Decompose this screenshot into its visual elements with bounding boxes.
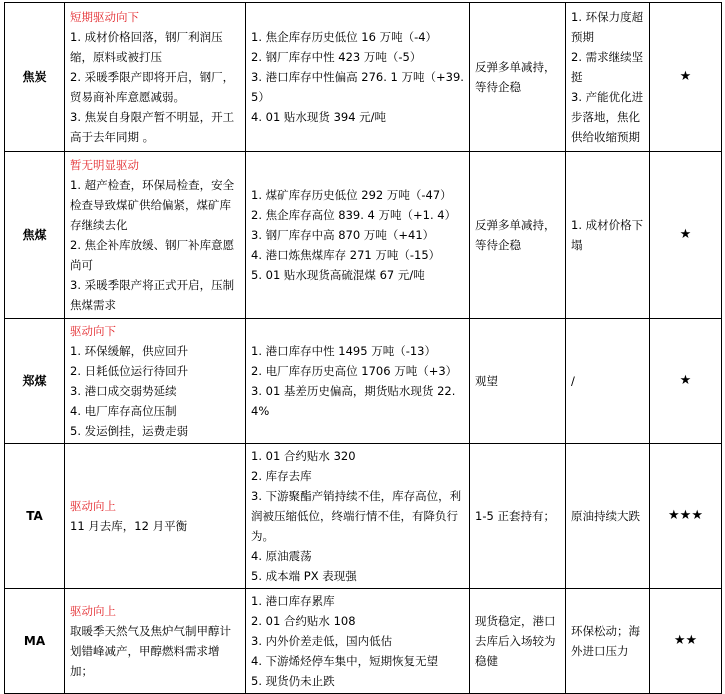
commodity-table (4, 2, 722, 694)
data-cell (246, 444, 470, 589)
driver-cell (65, 444, 246, 589)
data-item: 3. 内外价差走低，国内低估 (251, 634, 393, 648)
driver-item: 2. 日耗低位运行待回升 (70, 364, 189, 378)
risk-item: 环保松动；海外进口压力 (571, 624, 640, 658)
data-cell (246, 152, 470, 319)
strategy-cell: 现货稳定，港口去库后入场较为稳健 (470, 589, 566, 694)
driver-direction: 短期驱动向下 (70, 10, 139, 24)
rating-stars: ★★★ (650, 444, 722, 589)
driver-cell (65, 3, 246, 152)
data-item: 1. 煤矿库存历史低位 292 万吨（-47） (251, 188, 452, 202)
driver-cell (65, 319, 246, 444)
commodity-name: TA (5, 444, 65, 589)
driver-item: 1. 超产检查，环保局检查，安全检查导致煤矿供给偏紧，煤矿库存继续去化 (70, 178, 235, 232)
data-item: 3. 01 基差历史偏高，期货贴水现货 22. 4% (251, 384, 456, 418)
driver-item: 3. 港口成交弱势延续 (70, 384, 177, 398)
data-item: 4. 01 贴水现货 394 元/吨 (251, 110, 387, 124)
table-row (5, 3, 722, 152)
risk-cell (566, 152, 650, 319)
data-item: 4. 下游烯烃停车集中，短期恢复无望 (251, 654, 439, 668)
data-item: 2. 电厂库存历史高位 1706 万吨（+3） (251, 364, 458, 378)
commodity-name: 郑煤 (5, 319, 65, 444)
driver-item: 1. 成材价格回落，钢厂利润压缩，原料或被打压 (70, 30, 223, 64)
data-item: 3. 港口库存中性偏高 276. 1 万吨（+39. 5） (251, 70, 464, 104)
risk-cell (566, 444, 650, 589)
rating-stars: ★ (650, 3, 722, 152)
strategy-cell: 1-5 正套持有； (470, 444, 566, 589)
driver-direction: 暂无明显驱动 (70, 158, 139, 172)
driver-item: 取暖季天然气及焦炉气制甲醇计划错峰减产，甲醇燃料需求增加； (70, 624, 231, 678)
strategy-cell: 反弹多单减持，等待企稳 (470, 152, 566, 319)
driver-item: 2. 采暖季限产即将开启，钢厂，贸易商补库意愿减弱。 (70, 70, 235, 104)
driver-direction: 驱动向上 (70, 604, 116, 618)
data-item: 5. 现货仍未止跌 (251, 674, 335, 688)
risk-item: 1. 成材价格下塌 (571, 218, 644, 252)
data-item: 2. 01 合约贴水 108 (251, 614, 356, 628)
risk-cell (566, 589, 650, 694)
data-item: 2. 钢厂库存中性 423 万吨（-5） (251, 50, 422, 64)
rating-stars: ★ (650, 152, 722, 319)
table-row (5, 152, 722, 319)
commodity-name: 焦炭 (5, 3, 65, 152)
driver-item: 2. 焦企补库放缓、钢厂补库意愿尚可 (70, 238, 235, 272)
strategy-cell: 反弹多单减持，等待企稳 (470, 3, 566, 152)
data-item: 1. 01 合约贴水 320 (251, 449, 356, 463)
data-item: 3. 钢厂库存中高 870 万吨（+41） (251, 228, 435, 242)
driver-item: 1. 环保缓解，供应回升 (70, 344, 189, 358)
data-item: 3. 下游聚酯产销持续不佳，库存高位，利润被压缩低位，终端行情不佳，有降负行为。 (251, 489, 462, 543)
data-cell (246, 319, 470, 444)
commodity-name: 焦煤 (5, 152, 65, 319)
driver-direction: 驱动向下 (70, 324, 116, 338)
risk-item: / (571, 374, 575, 388)
table-row (5, 444, 722, 589)
commodity-name: MA (5, 589, 65, 694)
data-cell (246, 3, 470, 152)
risk-cell (566, 3, 650, 152)
data-cell (246, 589, 470, 694)
risk-item: 2. 需求继续坚挺 (571, 50, 644, 84)
data-item: 5. 01 贴水现货高硫混煤 67 元/吨 (251, 268, 425, 282)
driver-item: 11 月去库，12 月平衡 (70, 519, 188, 533)
driver-direction: 驱动向上 (70, 499, 116, 513)
driver-item: 3. 采暖季限产将正式开启，压制焦煤需求 (70, 278, 235, 312)
data-item: 5. 成本端 PX 表现强 (251, 569, 357, 583)
risk-cell (566, 319, 650, 444)
data-item: 2. 焦企库存高位 839. 4 万吨（+1. 4） (251, 208, 457, 222)
risk-item: 3. 产能优化进步落地，焦化供给收缩预期 (571, 90, 644, 144)
data-item: 4. 港口炼焦煤库存 271 万吨（-15） (251, 248, 441, 262)
driver-item: 5. 发运倒挂，运费走弱 (70, 424, 189, 438)
risk-item: 1. 环保力度超预期 (571, 10, 644, 44)
data-item: 1. 港口库存累库 (251, 594, 335, 608)
data-item: 2. 库存去库 (251, 469, 312, 483)
data-item: 1. 焦企库存历史低位 16 万吨（-4） (251, 30, 438, 44)
rating-stars: ★★ (650, 589, 722, 694)
driver-item: 4. 电厂库存高位压制 (70, 404, 177, 418)
driver-cell (65, 152, 246, 319)
driver-item: 3. 焦炭自身限产暂不明显，开工高于去年同期 。 (70, 110, 235, 144)
table-row (5, 589, 722, 694)
data-item: 4. 原油震荡 (251, 549, 312, 563)
table-row (5, 319, 722, 444)
strategy-cell: 观望 (470, 319, 566, 444)
driver-cell (65, 589, 246, 694)
rating-stars: ★ (650, 319, 722, 444)
risk-item: 原油持续大跌 (571, 509, 640, 523)
data-item: 1. 港口库存中性 1495 万吨（-13） (251, 344, 436, 358)
